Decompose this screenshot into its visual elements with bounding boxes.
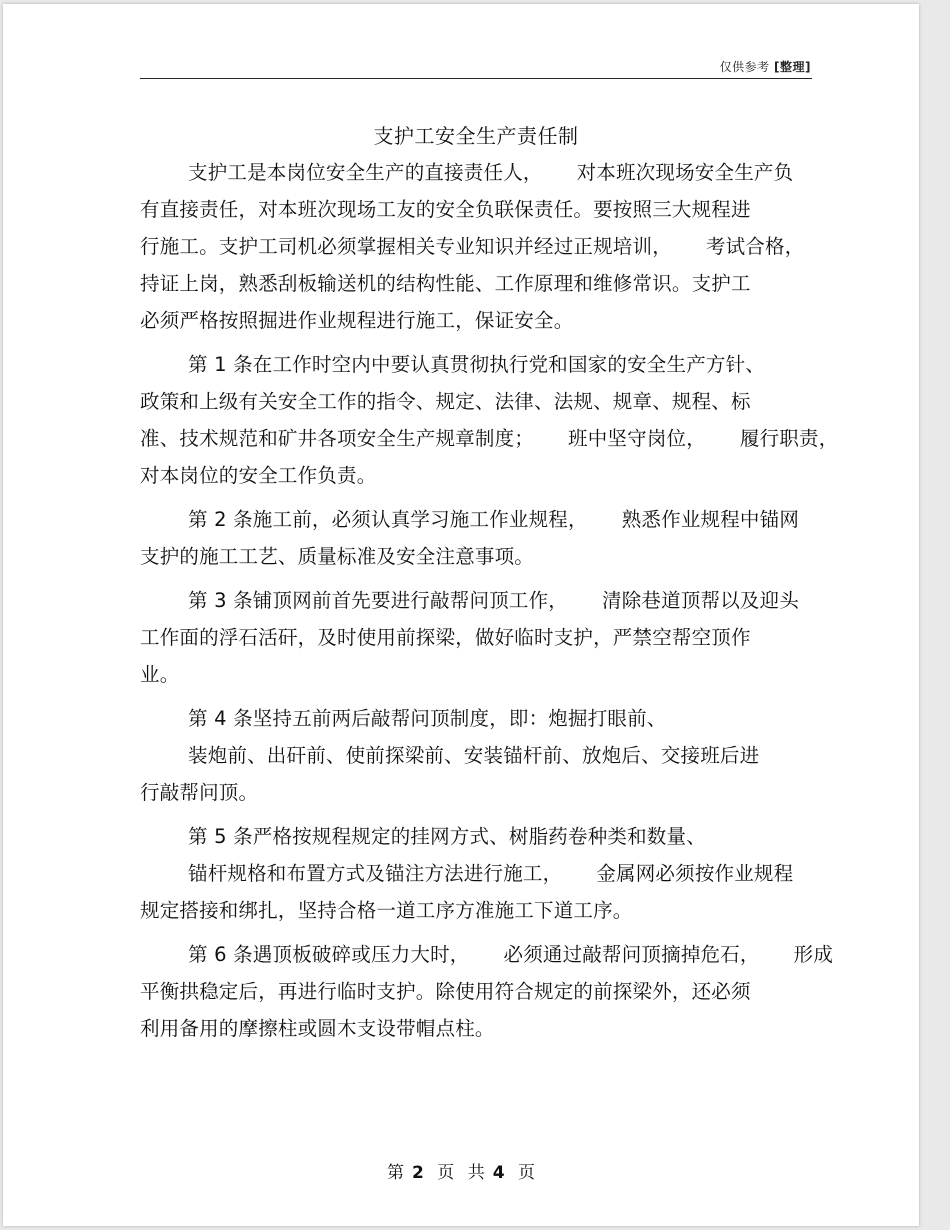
text-segment: 第 1 条在工作时空内中要认真贯彻执行党和国家的安全生产方针、 — [188, 353, 766, 376]
text-segment: 第 5 条严格按规程规定的挂网方式、树脂药卷种类和数量、 — [188, 825, 706, 848]
paragraph — [140, 818, 820, 929]
text-segment: 对本班次现场安全生产负 — [576, 161, 794, 184]
text-segment: 第 3 条铺顶网前首先要进行敲帮问顶工作， — [188, 589, 569, 612]
text-segment: 金属网必须按作业规程 — [596, 862, 794, 885]
footer-end-word: 页 — [517, 1163, 535, 1183]
text-segment: 规定搭接和绑扎，坚持合格一道工序方准施工下道工序。 — [140, 899, 633, 922]
text-segment: 熟悉作业规程中锚网 — [621, 508, 800, 531]
text-segment: 工作面的浮石活矸，及时使用前探梁，做好临时支护，严禁空帮空顶作 — [140, 626, 751, 649]
total-page-number: 4 — [492, 1163, 505, 1183]
text-line — [140, 501, 820, 538]
paragraph — [140, 154, 820, 339]
footer-total-word: 共 — [467, 1163, 485, 1183]
text-line — [140, 420, 839, 457]
text-segment: 形成 — [793, 943, 834, 966]
text-segment: 装炮前、出矸前、使前探梁前、安装锚杆前、放炮后、交接班后进 — [188, 744, 760, 767]
text-segment: 履行职责， — [739, 427, 839, 450]
text-line — [140, 265, 820, 302]
paragraph — [140, 936, 834, 1047]
page-footer — [3, 1158, 919, 1183]
text-line — [140, 973, 820, 1010]
text-line — [140, 774, 820, 811]
paragraph — [140, 582, 820, 693]
text-segment: 业。 — [140, 663, 180, 686]
text-line — [140, 228, 820, 265]
text-line — [140, 892, 820, 929]
text-line — [140, 737, 820, 774]
text-line — [140, 855, 820, 892]
text-segment: 第 4 条坚持五前两后敲帮问顶制度，即：炮掘打眼前、 — [188, 707, 667, 730]
text-segment: 清除巷道顶帮以及迎头 — [602, 589, 800, 612]
text-segment: 必须严格按照掘进作业规程进行施工，保证安全。 — [140, 309, 574, 332]
text-segment: 行敲帮问顶。 — [140, 781, 259, 804]
text-line — [140, 383, 820, 420]
text-segment: 政策和上级有关安全工作的指令、规定、法律、法规、规章、规程、标 — [140, 390, 751, 413]
footer-prefix: 第 — [387, 1163, 405, 1183]
document-body — [140, 154, 839, 1054]
text-segment: 行施工。支护工司机必须掌握相关专业知识并经过正规培训， — [140, 235, 672, 258]
text-segment: 考试合格， — [705, 235, 805, 258]
header-bracket-text: [整理] — [774, 60, 811, 74]
text-segment: 利用备用的摩擦柱或圆木支设带帽点柱。 — [140, 1017, 495, 1040]
paragraph — [140, 346, 839, 494]
text-segment: 准、技术规范和矿井各项安全生产规章制度； — [140, 427, 535, 450]
text-segment: 第 6 条遇顶板破碎或压力大时， — [188, 943, 470, 966]
text-segment: 对本岗位的安全工作负责。 — [140, 464, 377, 487]
text-segment: 第 2 条施工前，必须认真学习施工作业规程， — [188, 508, 588, 531]
text-line — [140, 818, 820, 855]
text-segment: 有直接责任，对本班次现场工友的安全负联保责任。要按照三大规程进 — [140, 198, 751, 221]
header-note-text: 仅供参考 — [719, 60, 770, 74]
text-segment: 支护的施工工艺、质量标准及安全注意事项。 — [140, 545, 535, 568]
text-line — [140, 191, 820, 228]
text-segment: 必须通过敲帮问顶摘掉危石， — [503, 943, 760, 966]
paragraph — [140, 700, 820, 811]
text-line — [140, 346, 820, 383]
text-line — [140, 582, 820, 619]
text-line — [140, 700, 820, 737]
text-line — [140, 457, 820, 494]
footer-page-word: 页 — [437, 1163, 455, 1183]
paragraph — [140, 501, 820, 575]
text-line — [140, 302, 820, 339]
text-segment: 支护工是本岗位安全生产的直接责任人， — [188, 161, 543, 184]
text-line — [140, 538, 820, 575]
document-title: 支护工安全生产责任制 — [373, 124, 579, 148]
header-note — [720, 58, 811, 75]
text-segment: 平衡拱稳定后，再进行临时支护。除使用符合规定的前探梁外，还必须 — [140, 980, 751, 1003]
current-page-number: 2 — [412, 1163, 424, 1183]
text-segment: 班中坚守岗位， — [568, 427, 706, 450]
text-line — [140, 1010, 820, 1047]
document-page — [3, 4, 919, 1226]
text-line — [140, 154, 820, 191]
text-segment: 锚杆规格和布置方式及锚注方法进行施工， — [188, 862, 563, 885]
text-line — [140, 936, 834, 973]
header-divider — [140, 78, 812, 79]
text-segment: 持证上岗，熟悉刮板输送机的结构性能、工作原理和维修常识。支护工 — [140, 272, 751, 295]
text-line — [140, 619, 820, 656]
text-line — [140, 656, 820, 693]
